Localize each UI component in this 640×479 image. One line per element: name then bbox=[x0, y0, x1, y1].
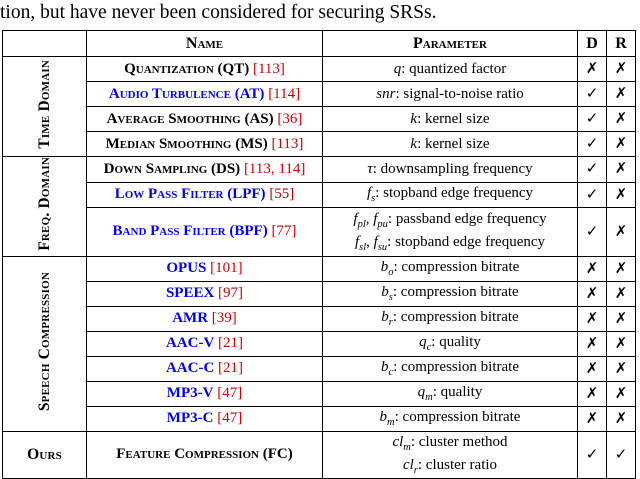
param-desc: : stopband edge frequency bbox=[387, 233, 546, 250]
param-subscript-2: pu bbox=[377, 218, 388, 230]
technique-name bbox=[87, 208, 323, 257]
table-row bbox=[3, 157, 636, 183]
param-desc: : signal-to-noise ratio bbox=[395, 85, 524, 102]
technique-name bbox=[87, 331, 323, 356]
table-row bbox=[3, 381, 636, 406]
flag-d bbox=[578, 381, 607, 406]
param-subscript: r bbox=[413, 464, 418, 476]
citation-ref: [21] bbox=[218, 360, 244, 377]
technique-label: MP3-C bbox=[166, 410, 214, 427]
citation-ref: [77] bbox=[271, 223, 297, 240]
technique-parameter bbox=[323, 356, 578, 381]
param-desc: : compression bitrate bbox=[392, 284, 519, 301]
table-row bbox=[3, 331, 636, 356]
param-subscript: r bbox=[388, 317, 393, 329]
param-subscript: c bbox=[426, 342, 432, 354]
param-subscript: s bbox=[371, 193, 376, 205]
param-line-2 bbox=[323, 455, 577, 478]
technique-label: AMR bbox=[172, 310, 209, 327]
group-label-freq-domain: Freq. Domain bbox=[3, 157, 87, 257]
technique-parameter bbox=[323, 406, 578, 431]
technique-label: Audio Turbulence (AT) bbox=[108, 85, 265, 102]
param-desc: : compression bitrate bbox=[392, 309, 519, 326]
citation-ref: [47] bbox=[217, 410, 243, 427]
param-symbol: b bbox=[381, 284, 389, 301]
param-symbol: f bbox=[366, 185, 372, 202]
table-row bbox=[3, 306, 636, 331]
param-symbol: k bbox=[410, 135, 418, 152]
param-symbol: q bbox=[417, 384, 426, 401]
citation-ref: [113] bbox=[252, 60, 285, 77]
param-symbol: b bbox=[381, 309, 389, 326]
citation-ref: [114] bbox=[268, 85, 301, 102]
flag-d bbox=[578, 406, 607, 431]
flag-r bbox=[607, 107, 636, 132]
flag-r bbox=[607, 157, 636, 183]
citation-ref: [55] bbox=[269, 186, 295, 203]
param-symbol: b bbox=[379, 409, 388, 426]
citation-ref: [101] bbox=[210, 260, 243, 277]
technique-label: Band Pass Filter (BPF) bbox=[112, 223, 268, 240]
param-subscript: pl bbox=[357, 218, 366, 230]
flag-d bbox=[578, 431, 607, 478]
technique-name bbox=[87, 107, 323, 132]
technique-name bbox=[87, 157, 323, 183]
technique-parameter bbox=[323, 107, 578, 132]
flag-r bbox=[607, 381, 636, 406]
param-symbol: q bbox=[419, 334, 427, 351]
header-parameter: Parameter bbox=[323, 31, 578, 57]
param-subscript-2: su bbox=[377, 241, 388, 253]
param-desc: : quality bbox=[431, 334, 481, 351]
technique-name bbox=[87, 82, 323, 107]
group-label-speech-compression: Speech Compression bbox=[3, 256, 87, 431]
technique-label: OPUS bbox=[166, 260, 207, 277]
citation-ref: [113, 114] bbox=[243, 160, 306, 177]
flag-r bbox=[607, 406, 636, 431]
technique-name bbox=[87, 381, 323, 406]
flag-d bbox=[578, 356, 607, 381]
technique-parameter bbox=[323, 431, 578, 478]
table-row bbox=[3, 406, 636, 431]
param-symbol: k bbox=[410, 110, 418, 127]
citation-ref: [39] bbox=[211, 310, 237, 327]
table-header-row bbox=[3, 31, 636, 57]
technique-label: MP3-V bbox=[166, 385, 214, 402]
param-symbol: snr bbox=[376, 85, 396, 102]
param-symbol: b bbox=[380, 259, 389, 276]
param-subscript: c bbox=[388, 367, 394, 379]
header-group bbox=[3, 31, 87, 57]
param-desc: : quality bbox=[432, 384, 483, 401]
table-row bbox=[3, 82, 636, 107]
flag-d bbox=[578, 57, 607, 82]
citation-ref: [97] bbox=[218, 285, 244, 302]
citation-ref: [47] bbox=[217, 385, 243, 402]
flag-d bbox=[578, 157, 607, 183]
table-row bbox=[3, 431, 636, 478]
technique-label: Down Sampling (DS) bbox=[103, 160, 241, 177]
param-desc: : compression bitrate bbox=[394, 409, 521, 426]
technique-name bbox=[87, 431, 323, 478]
technique-label: AAC-V bbox=[165, 335, 215, 352]
flag-d bbox=[578, 182, 607, 208]
table-row bbox=[3, 182, 636, 208]
technique-parameter bbox=[323, 381, 578, 406]
technique-label: Feature Compression (FC) bbox=[116, 446, 293, 463]
param-line-2: $f_{sl}$, $f_{su}$: stopband edge frequency bbox=[354, 233, 546, 253]
param-desc: : kernel size bbox=[417, 110, 490, 127]
param-subscript: m bbox=[403, 441, 411, 453]
flag-r bbox=[607, 208, 636, 257]
technique-label: SPEEX bbox=[165, 285, 215, 302]
technique-parameter bbox=[323, 57, 578, 82]
table-row bbox=[3, 256, 636, 281]
param-symbol: b bbox=[381, 359, 389, 376]
param-symbol: cl bbox=[402, 456, 414, 473]
group-label-time-domain: Time Domain bbox=[3, 57, 87, 157]
citation-ref: [21] bbox=[218, 335, 244, 352]
flag-r bbox=[607, 132, 636, 157]
flag-r bbox=[607, 57, 636, 82]
technique-name bbox=[87, 132, 323, 157]
param-desc: : kernel size bbox=[417, 135, 490, 152]
param-subscript: sl bbox=[359, 241, 367, 253]
table-row bbox=[3, 281, 636, 306]
flag-r bbox=[607, 306, 636, 331]
table-row bbox=[3, 132, 636, 157]
technique-parameter bbox=[323, 82, 578, 107]
flag-r bbox=[607, 331, 636, 356]
technique-label: AAC-C bbox=[165, 360, 215, 377]
technique-parameter bbox=[323, 256, 578, 281]
technique-parameter bbox=[323, 208, 578, 257]
flag-d bbox=[578, 132, 607, 157]
citation-ref: [113] bbox=[271, 135, 304, 152]
technique-parameter bbox=[323, 157, 578, 183]
technique-label: Quantization (QT) bbox=[124, 60, 250, 77]
param-line-1 bbox=[323, 432, 577, 455]
technique-name bbox=[87, 256, 323, 281]
param-desc: : passband edge frequency bbox=[387, 210, 547, 227]
param-symbol: f bbox=[353, 210, 358, 227]
param-symbol: f bbox=[354, 233, 360, 250]
param-desc: : stopband edge frequency bbox=[375, 185, 534, 202]
param-subscript: o bbox=[388, 267, 394, 279]
flag-r bbox=[607, 182, 636, 208]
flag-r bbox=[607, 431, 636, 478]
flag-d bbox=[578, 82, 607, 107]
param-desc: : downsampling frequency bbox=[372, 160, 533, 177]
header-name: Name bbox=[87, 31, 323, 57]
flag-d bbox=[578, 281, 607, 306]
param-line-1: $f_{pl}$, $f_{pu}$: passband edge frequency bbox=[353, 210, 547, 230]
header-r: R bbox=[607, 31, 636, 57]
header-d: D bbox=[578, 31, 607, 57]
flag-d bbox=[578, 256, 607, 281]
param-symbol: q bbox=[393, 60, 402, 77]
technique-name bbox=[87, 356, 323, 381]
table-row bbox=[3, 208, 636, 257]
group-label-ours: Ours bbox=[3, 431, 87, 478]
table-row bbox=[3, 107, 636, 132]
param-symbol: τ bbox=[367, 160, 373, 177]
param-desc: : compression bitrate bbox=[393, 259, 520, 276]
flag-d bbox=[578, 306, 607, 331]
flag-r bbox=[607, 82, 636, 107]
technique-label: Median Smoothing (MS) bbox=[105, 135, 268, 152]
technique-parameter bbox=[323, 306, 578, 331]
param-subscript: s bbox=[388, 292, 393, 304]
param-desc: : cluster ratio bbox=[417, 456, 498, 473]
flag-r bbox=[607, 256, 636, 281]
param-desc: : quantized factor bbox=[401, 60, 507, 77]
citation-ref: [36] bbox=[277, 110, 303, 127]
technique-label: Average Smoothing (AS) bbox=[106, 110, 274, 127]
technique-parameter bbox=[323, 182, 578, 208]
technique-name bbox=[87, 406, 323, 431]
body-text-line: tion, but have never been considered for securing SRSs. bbox=[0, 2, 437, 23]
flag-r bbox=[607, 356, 636, 381]
param-desc: : cluster method bbox=[410, 433, 508, 450]
technique-parameter bbox=[323, 331, 578, 356]
technique-parameter bbox=[323, 132, 578, 157]
param-subscript: m bbox=[387, 417, 395, 429]
technique-name bbox=[87, 281, 323, 306]
technique-parameter bbox=[323, 281, 578, 306]
flag-d bbox=[578, 331, 607, 356]
table-row bbox=[3, 57, 636, 82]
param-desc: : compression bitrate bbox=[393, 359, 519, 376]
param-symbol-2: f bbox=[373, 210, 378, 227]
table-row bbox=[3, 356, 636, 381]
technique-name bbox=[87, 57, 323, 82]
param-symbol: cl bbox=[392, 433, 404, 450]
flag-d bbox=[578, 208, 607, 257]
technique-name bbox=[87, 306, 323, 331]
flag-d bbox=[578, 107, 607, 132]
technique-name bbox=[87, 182, 323, 208]
param-subscript: m bbox=[425, 392, 433, 404]
flag-r bbox=[607, 281, 636, 306]
param-symbol-2: f bbox=[373, 233, 378, 250]
technique-label: Low Pass Filter (LPF) bbox=[114, 186, 266, 203]
